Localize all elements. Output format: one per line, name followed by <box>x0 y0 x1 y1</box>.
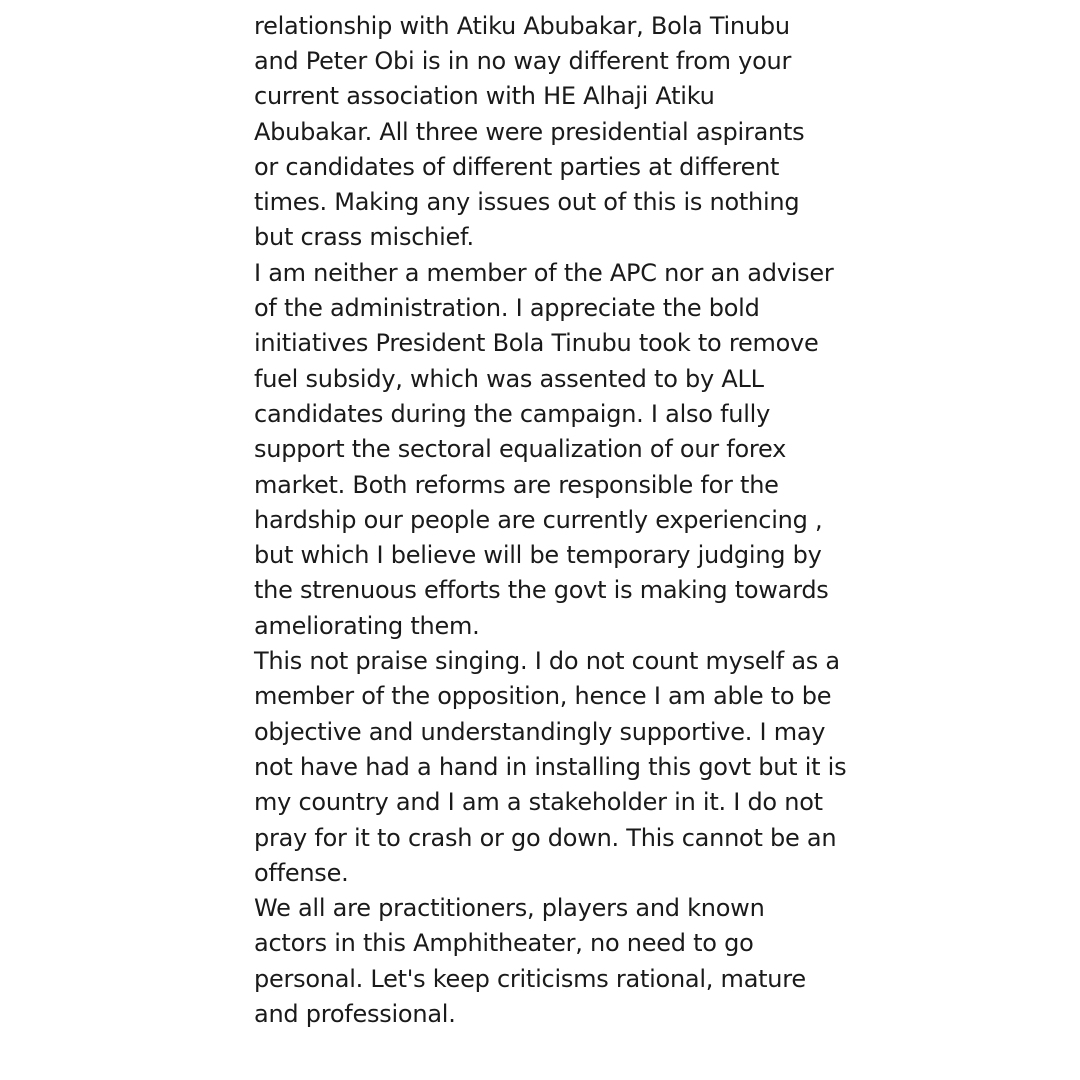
text-line: and professional. <box>254 1000 456 1029</box>
text-line: of the administration. I appreciate the bold <box>254 294 760 323</box>
text-line: current association with HE Alhaji Atiku <box>254 82 715 111</box>
text-line: I am neither a member of the APC nor an adviser <box>254 258 834 287</box>
text-line: We all are practitioners, players and known <box>254 894 765 923</box>
text-line: member of the opposition, hence I am able to be <box>254 682 832 711</box>
text-line: my country and I am a stakeholder in it. I do not <box>254 788 823 817</box>
cut-off-line <box>254 12 854 44</box>
text-line: not have had a hand in installing this govt but it is <box>254 752 847 781</box>
cut-off-line-text: relationship with Atiku Abubakar, Bola Tinubu <box>254 12 790 40</box>
text-line: but crass mischief. <box>254 223 474 252</box>
text-line: actors in this Amphitheater, no need to go <box>254 929 754 958</box>
text-line: but which I believe will be temporary judging by <box>254 541 822 570</box>
text-line: fuel subsidy, which was assented to by ALL <box>254 364 764 393</box>
text-line: objective and understandingly supportive. I may <box>254 717 826 746</box>
text-line: Abubakar. All three were presidential aspirants <box>254 117 805 146</box>
text-line: or candidates of different parties at different <box>254 152 780 181</box>
text-line: This not praise singing. I do not count myself as a <box>254 647 840 676</box>
text-line: times. Making any issues out of this is nothing <box>254 188 800 217</box>
text-line: support the sectoral equalization of our forex <box>254 435 787 464</box>
text-line: initiatives President Bola Tinubu took to remove <box>254 329 819 358</box>
text-line: market. Both reforms are responsible for the <box>254 470 779 499</box>
text-line: personal. Let's keep criticisms rational, mature <box>254 964 806 993</box>
text-line: pray for it to crash or go down. This cannot be an <box>254 823 837 852</box>
text-line: and Peter Obi is in no way different from your <box>254 47 792 75</box>
text-line: ameliorating them. <box>254 611 480 640</box>
post-text-block <box>254 12 854 1032</box>
text-line: offense. <box>254 858 349 887</box>
text-line: candidates during the campaign. I also fully <box>254 399 771 428</box>
text-line: the strenuous efforts the govt is making towards <box>254 576 829 605</box>
text-line: hardship our people are currently experiencing , <box>254 505 823 534</box>
